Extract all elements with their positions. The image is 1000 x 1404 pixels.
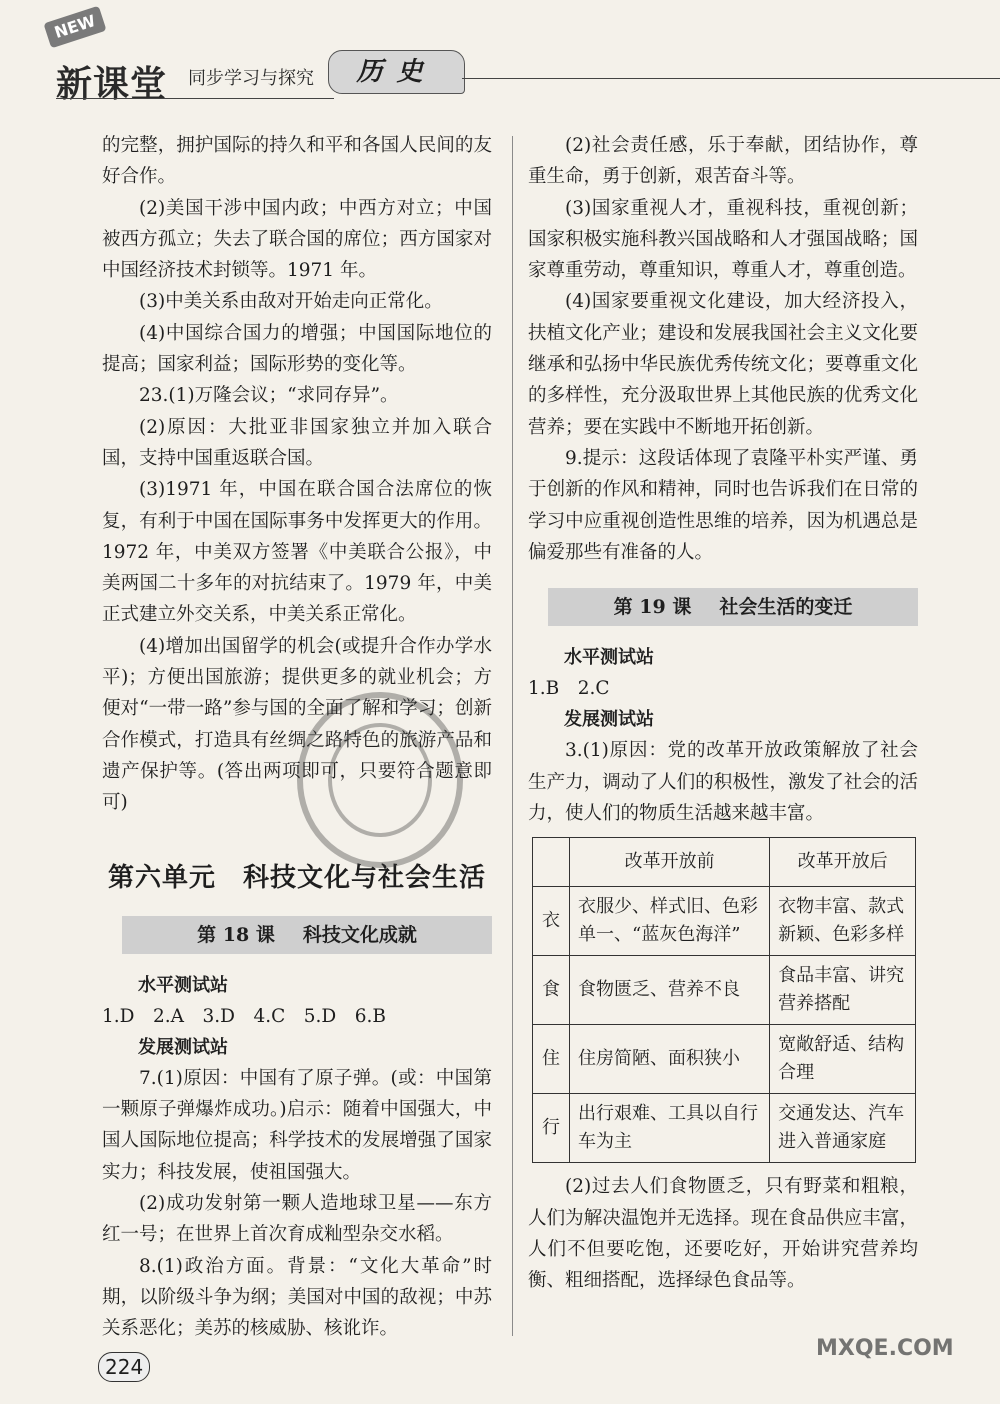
row-category: 住 (533, 1025, 570, 1094)
section-heading: 发展测试站 (138, 1036, 228, 1058)
lesson-title: 科技文化成就 (302, 923, 417, 946)
page-header (0, 0, 1000, 110)
answer-line: 1.B 2.C (528, 678, 610, 700)
paragraph: (4)中国综合国力的增强；中国国际地位的提高；国家利益；国际形势的变化等。 (102, 322, 492, 376)
paragraph: (2)成功发射第一颗人造地球卫星——东方红一号；在世界上首次育成籼型杂交水稻。 (102, 1193, 492, 1246)
paragraph: 23.(1)万隆会议；“求同存异”。 (139, 385, 399, 407)
paragraph: 9.提示：这段话体现了袁隆平朴实严谨、勇于创新的作风和精神，同时也告诉我们在日常的学习中应重视创造性思维的培养，因为机遇总是偏爱那些有准备的人。 (528, 447, 918, 563)
page-number: 224 (98, 1352, 150, 1382)
paragraph: (2)社会责任感，乐于奉献，团结协作，尊重生命，勇于创新，艰苦奋斗等。 (528, 135, 918, 188)
paragraph: (2)原因：大批亚非国家独立并加入联合国，支持中国重返联合国。 (102, 416, 492, 469)
lesson-heading-18 (122, 916, 492, 954)
header-subtitle: 同步学习与探究 (188, 68, 314, 89)
table-row (533, 1025, 916, 1094)
table-cell: 出行艰难、工具以自行车为主 (570, 1094, 770, 1163)
paragraph: (3)中美关系由敌对开始走向正常化。 (139, 291, 443, 313)
section-heading: 水平测试站 (564, 647, 654, 669)
table-corner (533, 838, 570, 887)
lesson-heading-19 (548, 588, 918, 626)
section-heading: 水平测试站 (138, 974, 228, 996)
header-rule-lower (56, 98, 334, 99)
lesson-number: 第 18 课 (197, 923, 275, 946)
brand-logo: 新课堂 (56, 63, 168, 105)
paragraph: (4)增加出国留学的机会(或提升合作办学水平)；方便出国旅游；提供更多的就业机会；方便对“一带一路”参与国的全面了解和学习；创新合作模式，打造具有丝绸之路特色的旅游产品和遗产保护等。(答出两项即可，只要符合题意即可) (102, 635, 492, 814)
table-cell: 食品丰富、讲究营养搭配 (770, 956, 916, 1025)
watermark-stamp-icon (285, 680, 475, 880)
column-divider (512, 136, 513, 1336)
section-heading: 发展测试站 (564, 709, 654, 731)
site-watermark: MXQE.COM (816, 1336, 954, 1361)
row-category: 行 (533, 1094, 570, 1163)
column-header: 改革开放后 (770, 838, 916, 887)
table-cell: 衣物丰富、款式新颖、色彩多样 (770, 887, 916, 956)
lesson-title: 社会生活的变迁 (719, 596, 853, 619)
paragraph: (2)美国干涉中国内政；中西方对立；中国被西方孤立；失去了联合国的席位；西方国家对中国经济技术封锁等。1971 年。 (102, 197, 492, 282)
paragraph: (3)1971 年，中国在联合国合法席位的恢复，有利于中国在国际事务中发挥更大的作用。1972 年，中美双方签署《中美联合公报》，中美两国二十多年的对抗结束了。1979 年，中美正式建立外交关系，中美关系正常化。 (102, 479, 492, 626)
table-row (533, 956, 916, 1025)
right-column (528, 130, 918, 1297)
paragraph: (3)国家重视人才，重视科技，重视创新；国家积极实施科教兴国战略和人才强国战略；国家尊重劳动，尊重知识，尊重人才，尊重创造。 (528, 197, 918, 282)
table-header-row (533, 838, 916, 887)
answer-line: 1.D 2.A 3.D 4.C 5.D 6.B (102, 1005, 387, 1027)
paragraph: 3.(1)原因：党的改革开放政策解放了社会生产力，调动了人们的积极性，激发了社会的活力，使人们的物质生活越来越丰富。 (528, 740, 918, 825)
table-cell: 交通发达、汽车进入普通家庭 (770, 1094, 916, 1163)
header-rule (462, 78, 1000, 79)
column-header: 改革开放前 (570, 838, 770, 887)
subject-label: 历史 (328, 50, 465, 94)
new-badge: NEW (43, 6, 106, 49)
paragraph: 的完整，拥护国际的持久和平和各国人民间的友好合作。 (102, 135, 492, 188)
table-row (533, 887, 916, 956)
table-cell: 食物匮乏、营养不良 (570, 956, 770, 1025)
table-cell: 宽敞舒适、结构合理 (770, 1025, 916, 1094)
lesson-number: 第 19 课 (613, 596, 692, 619)
paragraph: 7.(1)原因：中国有了原子弹。(或：中国第一颗原子弹爆炸成功。)启示：随着中国强大，中国人国际地位提高；科学技术的发展增强了国家实力；科技发展，使祖国强大。 (102, 1067, 492, 1183)
table-cell: 衣服少、样式旧、色彩单一、“蓝灰色海洋” (570, 887, 770, 956)
row-category: 食 (533, 956, 570, 1025)
paragraph: 8.(1)政治方面。背景：“文化大革命”时期，以阶级斗争为纲；美国对中国的敌视；中苏关系恶化；美苏的核威胁、核讹诈。 (102, 1255, 492, 1340)
table-cell: 住房简陋、面积狭小 (570, 1025, 770, 1094)
table-row (533, 1094, 916, 1163)
paragraph: (4)国家要重视文化建设，加大经济投入，扶植文化产业；建设和发展我国社会主义文化要继承和弘扬中华民族优秀传统文化；要尊重文化的多样性，充分汲取世界上其他民族的优秀文化营养；要在实践中不断地开拓创新。 (528, 291, 918, 438)
row-category: 衣 (533, 887, 570, 956)
unit-title: 第六单元 科技文化与社会生活 (107, 862, 486, 893)
comparison-table (532, 837, 916, 1163)
paragraph: (2)过去人们食物匮乏，只有野菜和粗粮，人们为解决温饱并无选择。现在食品供应丰富，人们不但要吃饱，还要吃好，开始讲究营养均衡、粗细搭配，选择绿色食品等。 (528, 1176, 918, 1292)
